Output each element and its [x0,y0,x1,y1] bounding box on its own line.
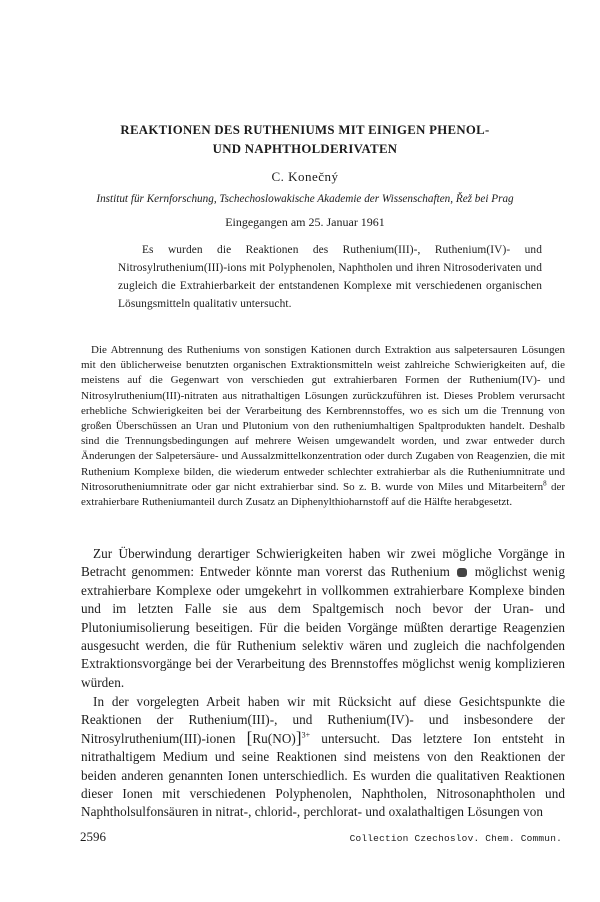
title-line-2: UND NAPHTHOLDERIVATEN [212,142,398,156]
body-paragraph-2 [81,693,565,822]
intro-text-b: der extrahierbare Rutheniumanteil durch Zusatz an Diphenylthioharnstoff auf die Hälfte herabgesetzt. [81,480,565,509]
page-number: 2596 [80,829,106,844]
citation-reference: 8 [543,479,547,488]
received-date: Eingegangen am 25. Januar 1961 [225,215,385,229]
body-p1-text-b: möglichst wenig extrahierbare Komplexe oder umgekehrt in vollkommen extrahierbare Komplexe binden und im letzten Falle sie aus dem Spaltgemisch noch bevor der Uran- und Plutoniumisolierung beseitigen. Für die beiden Vorgänge müßten derartige Reagenzien ausgesucht werden, die für Ruthenium selektiv wären und zugleich die nachfolgenden Extraktionsvorgänge bei der Verarbeitung des Brennstoffes möglichst wenig komplizieren würden. [81,564,565,690]
body-p2-text-b: untersucht. Das letztere Ion entsteht in nitrathaltigem Medium und seine Reaktionen sind meistens von den Reaktionen der beiden anderen genannten Ionen unterschiedlich. Es wurden die qualitativen Reaktionen dieser Ionen mit verschiedenen Polyphenolen, Naphtholen, Nitrosonaphtholen und Naphtholsulfonsäuren in nitrat-, chlorid-, perchlorat- und oxalathaltigen Lösungen von [81,730,565,820]
body-p2-text-a: In der vorgelegten Arbeit haben wir mit Rücksicht auf diese Gesichtspunkte die Reaktionen der Ruthenium(III)-, und Ruthenium(IV)- und insbesondere der Nitrosylruthenium(III)-ionen [81,694,565,746]
body-paragraph-1 [81,545,565,692]
title-line-1: REAKTIONEN DES RUTHENIUMS MIT EINIGEN PHENOL- [120,123,490,137]
intro-paragraph [81,343,565,510]
journal-name: Collection Czechoslov. Chem. Commun. [349,833,562,844]
right-bracket: ] [295,727,302,747]
nitrosyl-formula: Ru(NO) [252,730,296,746]
intro-text-a: Die Abtrennung des Rutheniums von sonstigen Kationen durch Extraktion aus salpetersauren Lösungen mit den üblicherweise benutzten organischen Extraktionsmitteln weist zahlreiche Schwierigkeiten auf, die meistens auf die Gegenwart von verschieden gut extrahierbaren Formen der Ruthenium(IV)- und Nitrosylruthenium(III)-nitraten aus nitrathaltigen Lösungen zurückzuführen ist. Dieses Problem verursacht erhebliche Schwierigkeiten bei der Verarbeitung des Kernbrennstoffes, wo es sich um die Trennung von großen Überschüssen an Uran und Plutonium von den rutheniumhaltigen Spaltprodukten handelt. Deshalb sind die Trennungsbedingungen auf mehrere Weisen umgewandelt worden, und zwar entweder durch Änderungen der Salpetersäure- und Aussalzmittelkonzentration oder durch Zugaben von Reagenzien, die mit Ruthenium Komplexe bilden, die wiederum entweder schlechter extrahierbar als die Rutheniumnitrate und Nitrosorutheniumnitrate oder gar nicht extrahierbar sind. So z. B. wurde von Miles und Mitarbeitern [81,344,565,493]
author-affiliation: Institut für Kernforschung, Tschechoslowakische Akademie der Wissenschaften, Řež bei Prag [96,193,514,205]
ink-blot-mark [457,568,467,577]
ion-charge: 3+ [301,730,311,740]
author-name: C. Konečný [271,169,339,184]
abstract: Es wurden die Reaktionen des Ruthenium(III)-, Ruthenium(IV)- und Nitrosylruthenium(III)-ions mit Polyphenolen, Naphtholen und ihren Nitrosoderivaten und zugleich die Extrahierbarkeit der entstandenen Komplexe mit verschiedenen organischen Lösungsmitteln qualitativ untersucht. [118,244,542,311]
body-p1-text-a: Zur Überwindung derartiger Schwierigkeiten haben wir zwei mögliche Vorgänge in Betracht genommen: Entweder könnte man vorerst das Ruthenium [81,546,565,580]
article-title [80,121,530,159]
left-bracket: [ [246,727,253,747]
